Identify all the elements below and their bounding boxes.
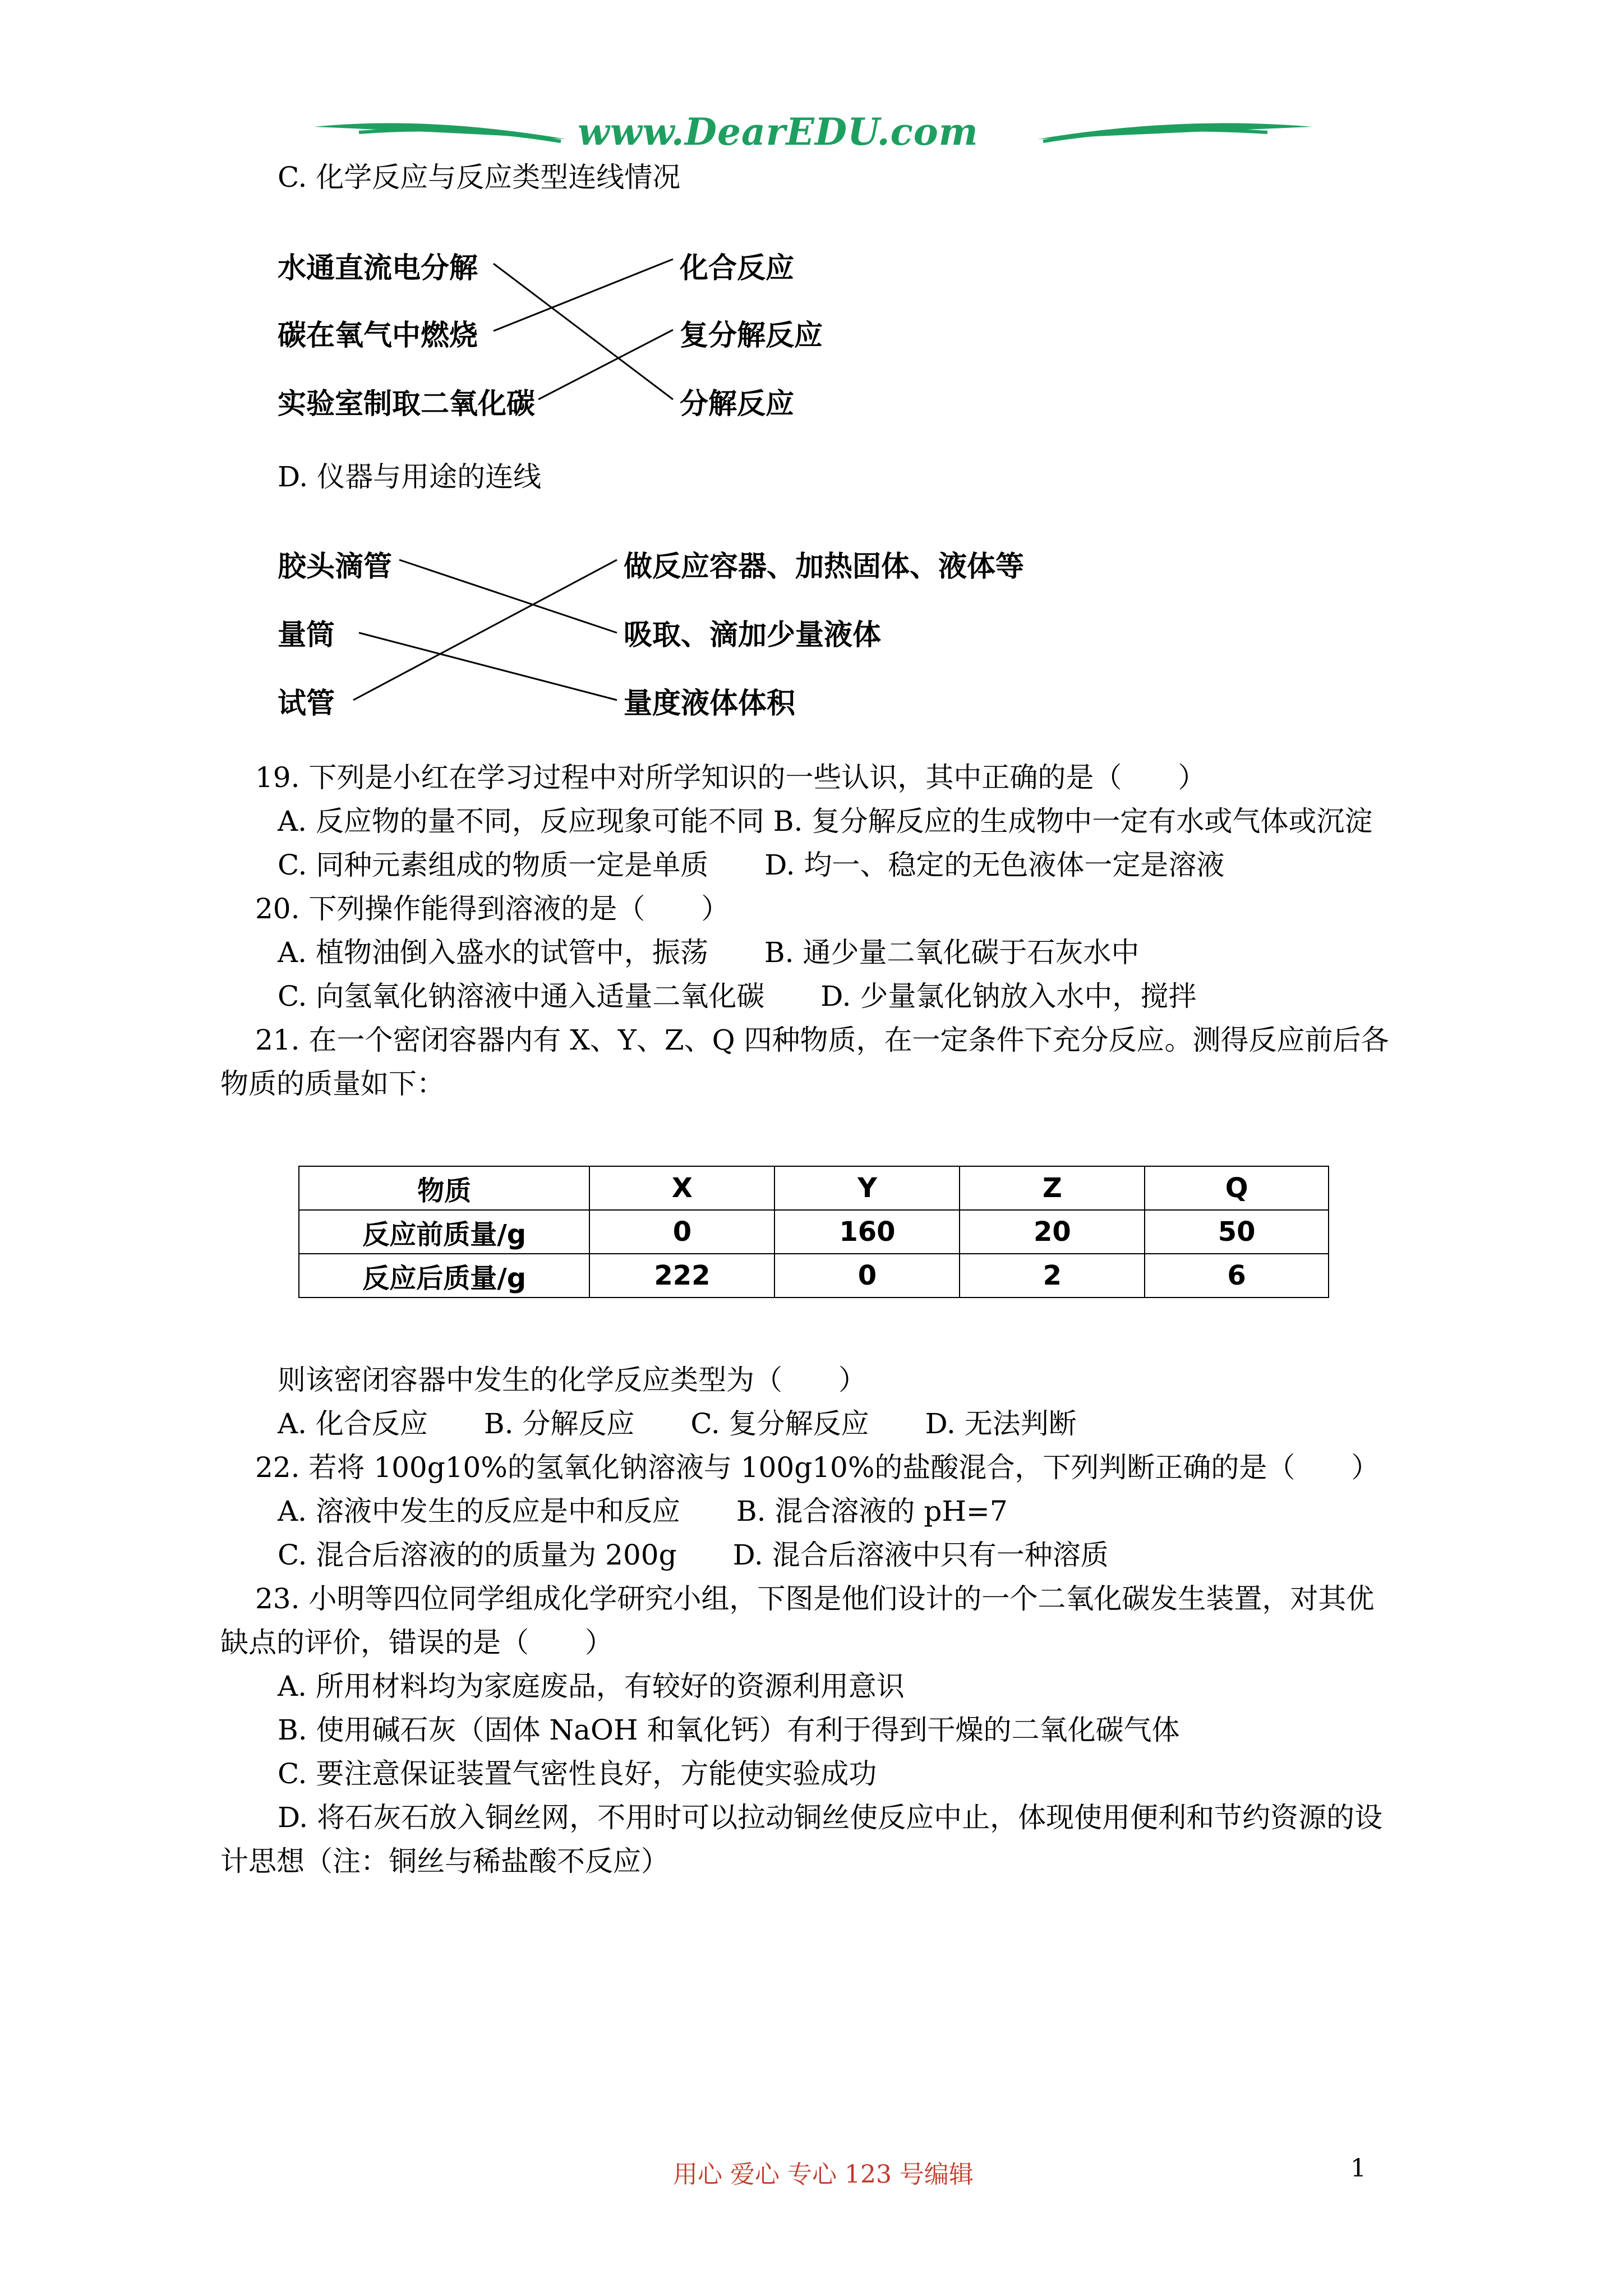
q19-options-line2: C. 同种元素组成的物质一定是单质 D. 均一、稳定的无色液体一定是溶液	[278, 849, 1225, 881]
section-c-left-3: 实验室制取二氧化碳	[278, 388, 536, 421]
table-row	[299, 1210, 1329, 1254]
section-d-connector-lines	[0, 0, 1623, 729]
section-d-left-1: 胶头滴管	[278, 550, 393, 583]
section-c-right-3: 分解反应	[680, 388, 795, 421]
table-cell: 反应前质量/g	[299, 1210, 589, 1254]
section-d-title: D. 仪器与用途的连线	[278, 461, 542, 493]
table-cell: 2	[960, 1254, 1145, 1297]
page-number: 1	[1350, 2154, 1366, 2183]
line-d-3	[353, 560, 617, 700]
q21-options: A. 化合反应 B. 分解反应 C. 复分解反应 D. 无法判断	[278, 1407, 1077, 1440]
q21-stem-line3: 则该密闭容器中发生的化学反应类型为（ ）	[278, 1364, 866, 1396]
q20-options-line1: A. 植物油倒入盛水的试管中，振荡 B. 通少量二氧化碳于石灰水中	[278, 936, 1140, 969]
q22-options-line2: C. 混合后溶液的的质量为 200g D. 混合后溶液中只有一种溶质	[278, 1539, 1109, 1571]
footer-text: 用心 爱心 专心 123 号编辑	[673, 2160, 974, 2189]
table-cell: 0	[589, 1210, 774, 1254]
section-d-left-2: 量筒	[278, 619, 335, 652]
table-header-cell: Z	[960, 1166, 1145, 1210]
table-header-cell: Y	[774, 1166, 960, 1210]
section-d-right-2: 吸取、滴加少量液体	[624, 619, 882, 652]
section-c-left-1: 水通直流电分解	[278, 252, 478, 285]
q21-stem-line2: 物质的质量如下：	[220, 1068, 445, 1100]
table-cell: 50	[1145, 1210, 1329, 1254]
q23-stem-line1: 23. 小明等四位同学组成化学研究小组，下图是他们设计的一个二氧化碳发生装置，对其优	[255, 1582, 1375, 1615]
line-d-1	[399, 560, 617, 633]
table-cell: 0	[774, 1254, 960, 1297]
table-header-cell: X	[589, 1166, 774, 1210]
q23-option-d-line1: D. 将石灰石放入铜丝网，不用时可以拉动铜丝使反应中止，体现使用便利和节约资源的设	[278, 1801, 1383, 1834]
section-d-right-3: 量度液体体积	[624, 687, 796, 720]
q20-options-line2: C. 向氢氧化钠溶液中通入适量二氧化碳 D. 少量氯化钠放入水中，搅拌	[278, 980, 1197, 1013]
table-cell: 6	[1145, 1254, 1329, 1297]
mass-table	[298, 1166, 1329, 1298]
section-d-right-1: 做反应容器、加热固体、液体等	[624, 550, 1025, 583]
section-c-right-1: 化合反应	[680, 252, 795, 285]
q22-stem: 22. 若将 100g10%的氢氧化钠溶液与 100g10%的盐酸混合，下列判断正确的是（ ）	[255, 1451, 1380, 1484]
q23-option-a: A. 所用材料均为家庭废品，有较好的资源利用意识	[278, 1670, 905, 1703]
section-d-left-3: 试管	[278, 687, 335, 720]
table-cell: 20	[960, 1210, 1145, 1254]
q22-options-line1: A. 溶液中发生的反应是中和反应 B. 混合溶液的 pH=7	[278, 1495, 1008, 1527]
section-c-title: C. 化学反应与反应类型连线情况	[278, 161, 681, 194]
table-header-cell: Q	[1145, 1166, 1329, 1210]
table-cell: 222	[589, 1254, 774, 1297]
table-cell: 160	[774, 1210, 960, 1254]
q23-option-c: C. 要注意保证装置气密性良好，方能使实验成功	[278, 1757, 877, 1790]
q19-options-line1: A. 反应物的量不同，反应现象可能不同 B. 复分解反应的生成物中一定有水或气体或沉淀	[278, 805, 1373, 838]
table-header-cell: 物质	[299, 1166, 589, 1210]
q20-stem: 20. 下列操作能得到溶液的是（ ）	[255, 892, 730, 925]
table-header-row	[299, 1166, 1329, 1210]
q23-option-b: B. 使用碱石灰（固体 NaOH 和氧化钙）有利于得到干燥的二氧化碳气体	[278, 1714, 1180, 1746]
q21-stem-line1: 21. 在一个密闭容器内有 X、Y、Z、Q 四种物质，在一定条件下充分反应。测得反应前后各	[255, 1024, 1389, 1056]
site-banner-title: www.DearEDU.com	[578, 110, 979, 154]
section-c-left-2: 碳在氧气中燃烧	[278, 319, 478, 352]
section-c-right-2: 复分解反应	[680, 319, 823, 352]
q23-option-d-line2: 计思想（注：铜丝与稀盐酸不反应）	[220, 1845, 669, 1878]
q19-stem: 19. 下列是小红在学习过程中对所学知识的一些认识，其中正确的是（ ）	[255, 761, 1206, 794]
table-row	[299, 1254, 1329, 1297]
q23-stem-line2: 缺点的评价，错误的是（ ）	[220, 1626, 613, 1659]
line-d-2	[359, 633, 617, 700]
table-cell: 反应后质量/g	[299, 1254, 589, 1297]
